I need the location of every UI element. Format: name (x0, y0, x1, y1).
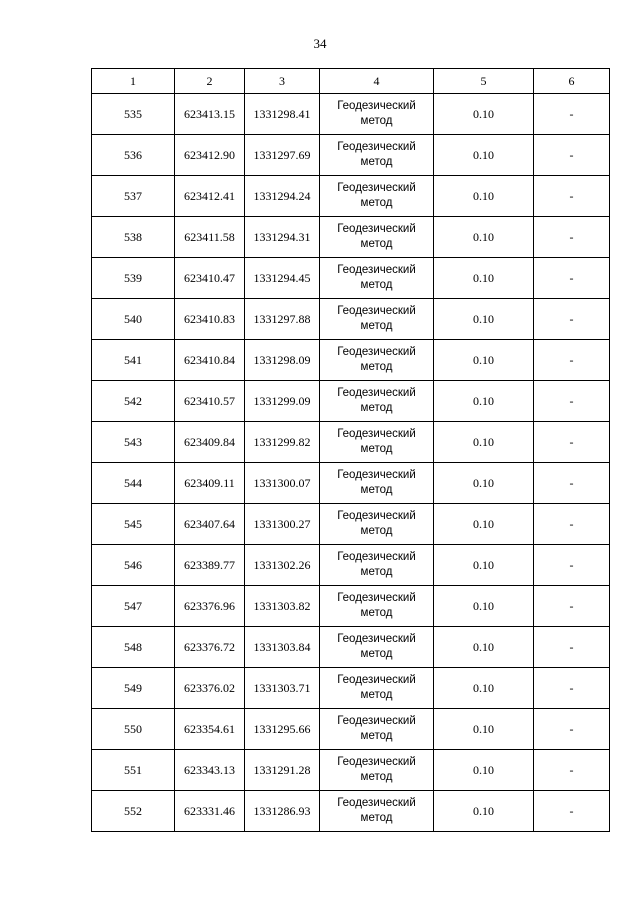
table-header (92, 69, 610, 94)
table-row (92, 299, 610, 340)
method-line-2: метод (360, 361, 393, 373)
x-coordinate-cell: 623410.84 (175, 340, 245, 381)
y-coordinate-cell: 1331298.09 (245, 340, 320, 381)
accuracy-cell: 0.10 (434, 586, 534, 627)
note-cell: - (534, 176, 610, 217)
note-cell: - (534, 586, 610, 627)
table-row (92, 217, 610, 258)
method-line-1: Геодезический (337, 756, 416, 768)
method-cell (320, 422, 434, 463)
note-cell: - (534, 135, 610, 176)
note-cell: - (534, 750, 610, 791)
point-number-cell: 543 (92, 422, 175, 463)
method-cell (320, 299, 434, 340)
x-coordinate-cell: 623354.61 (175, 709, 245, 750)
method-line-2: метод (360, 279, 393, 291)
header-cell-col-1: 1 (92, 69, 175, 94)
table-row (92, 340, 610, 381)
x-coordinate-cell: 623376.96 (175, 586, 245, 627)
note-cell: - (534, 94, 610, 135)
table-row (92, 258, 610, 299)
x-coordinate-cell: 623407.64 (175, 504, 245, 545)
x-coordinate-cell: 623343.13 (175, 750, 245, 791)
point-number-cell: 537 (92, 176, 175, 217)
note-cell: - (534, 668, 610, 709)
x-coordinate-cell: 623412.90 (175, 135, 245, 176)
x-coordinate-cell: 623412.41 (175, 176, 245, 217)
y-coordinate-cell: 1331294.31 (245, 217, 320, 258)
method-line-2: метод (360, 197, 393, 209)
header-row (92, 69, 610, 94)
note-cell: - (534, 381, 610, 422)
method-line-1: Геодезический (337, 633, 416, 645)
method-line-2: метод (360, 607, 393, 619)
method-line-2: метод (360, 730, 393, 742)
header-cell-col-6: 6 (534, 69, 610, 94)
method-cell (320, 504, 434, 545)
accuracy-cell: 0.10 (434, 463, 534, 504)
table-body (92, 94, 610, 832)
accuracy-cell: 0.10 (434, 750, 534, 791)
note-cell: - (534, 627, 610, 668)
y-coordinate-cell: 1331303.71 (245, 668, 320, 709)
x-coordinate-cell: 623413.15 (175, 94, 245, 135)
point-number-cell: 546 (92, 545, 175, 586)
accuracy-cell: 0.10 (434, 422, 534, 463)
y-coordinate-cell: 1331295.66 (245, 709, 320, 750)
y-coordinate-cell: 1331286.93 (245, 791, 320, 832)
table-row (92, 627, 610, 668)
table-row (92, 504, 610, 545)
accuracy-cell: 0.10 (434, 504, 534, 545)
accuracy-cell: 0.10 (434, 94, 534, 135)
table-row (92, 381, 610, 422)
accuracy-cell: 0.10 (434, 381, 534, 422)
x-coordinate-cell: 623410.57 (175, 381, 245, 422)
note-cell: - (534, 258, 610, 299)
header-cell-col-4: 4 (320, 69, 434, 94)
method-line-1: Геодезический (337, 100, 416, 112)
header-cell-col-2: 2 (175, 69, 245, 94)
method-line-2: метод (360, 402, 393, 414)
table-row (92, 94, 610, 135)
x-coordinate-cell: 623389.77 (175, 545, 245, 586)
method-line-2: метод (360, 238, 393, 250)
method-cell (320, 463, 434, 504)
method-line-1: Геодезический (337, 346, 416, 358)
method-line-1: Геодезический (337, 387, 416, 399)
method-cell (320, 709, 434, 750)
y-coordinate-cell: 1331294.45 (245, 258, 320, 299)
y-coordinate-cell: 1331300.27 (245, 504, 320, 545)
y-coordinate-cell: 1331297.69 (245, 135, 320, 176)
note-cell: - (534, 463, 610, 504)
note-cell: - (534, 504, 610, 545)
y-coordinate-cell: 1331303.84 (245, 627, 320, 668)
x-coordinate-cell: 623409.11 (175, 463, 245, 504)
point-number-cell: 540 (92, 299, 175, 340)
method-line-1: Геодезический (337, 264, 416, 276)
method-cell (320, 627, 434, 668)
note-cell: - (534, 709, 610, 750)
method-line-1: Геодезический (337, 797, 416, 809)
accuracy-cell: 0.10 (434, 217, 534, 258)
method-line-2: метод (360, 443, 393, 455)
note-cell: - (534, 545, 610, 586)
method-line-1: Геодезический (337, 305, 416, 317)
accuracy-cell: 0.10 (434, 668, 534, 709)
point-number-cell: 551 (92, 750, 175, 791)
x-coordinate-cell: 623376.72 (175, 627, 245, 668)
method-cell (320, 545, 434, 586)
header-cell-col-5: 5 (434, 69, 534, 94)
y-coordinate-cell: 1331291.28 (245, 750, 320, 791)
method-line-1: Геодезический (337, 428, 416, 440)
page-number: 34 (313, 36, 327, 51)
method-cell (320, 791, 434, 832)
y-coordinate-cell: 1331297.88 (245, 299, 320, 340)
method-cell (320, 217, 434, 258)
method-line-1: Геодезический (337, 223, 416, 235)
x-coordinate-cell: 623411.58 (175, 217, 245, 258)
method-line-2: метод (360, 320, 393, 332)
table-row (92, 463, 610, 504)
header-cell-col-3: 3 (245, 69, 320, 94)
point-number-cell: 550 (92, 709, 175, 750)
x-coordinate-cell: 623410.47 (175, 258, 245, 299)
method-line-2: метод (360, 484, 393, 496)
table-row (92, 586, 610, 627)
accuracy-cell: 0.10 (434, 545, 534, 586)
accuracy-cell: 0.10 (434, 135, 534, 176)
method-line-2: метод (360, 525, 393, 537)
method-cell (320, 668, 434, 709)
point-number-cell: 545 (92, 504, 175, 545)
x-coordinate-cell: 623409.84 (175, 422, 245, 463)
table-row (92, 176, 610, 217)
table-row (92, 545, 610, 586)
method-line-1: Геодезический (337, 510, 416, 522)
method-line-1: Геодезический (337, 141, 416, 153)
method-cell (320, 258, 434, 299)
point-number-cell: 552 (92, 791, 175, 832)
method-line-1: Геодезический (337, 715, 416, 727)
method-line-2: метод (360, 689, 393, 701)
method-line-1: Геодезический (337, 182, 416, 194)
point-number-cell: 538 (92, 217, 175, 258)
table-row (92, 422, 610, 463)
method-line-2: метод (360, 156, 393, 168)
note-cell: - (534, 422, 610, 463)
accuracy-cell: 0.10 (434, 627, 534, 668)
table-row (92, 791, 610, 832)
x-coordinate-cell: 623331.46 (175, 791, 245, 832)
accuracy-cell: 0.10 (434, 709, 534, 750)
y-coordinate-cell: 1331303.82 (245, 586, 320, 627)
point-number-cell: 548 (92, 627, 175, 668)
point-number-cell: 541 (92, 340, 175, 381)
point-number-cell: 547 (92, 586, 175, 627)
method-line-2: метод (360, 115, 393, 127)
x-coordinate-cell: 623410.83 (175, 299, 245, 340)
y-coordinate-cell: 1331294.24 (245, 176, 320, 217)
method-cell (320, 750, 434, 791)
x-coordinate-cell: 623376.02 (175, 668, 245, 709)
note-cell: - (534, 340, 610, 381)
point-number-cell: 544 (92, 463, 175, 504)
table-row (92, 135, 610, 176)
method-line-1: Геодезический (337, 592, 416, 604)
accuracy-cell: 0.10 (434, 791, 534, 832)
note-cell: - (534, 791, 610, 832)
y-coordinate-cell: 1331299.09 (245, 381, 320, 422)
method-cell (320, 135, 434, 176)
method-line-1: Геодезический (337, 551, 416, 563)
method-line-2: метод (360, 771, 393, 783)
method-cell (320, 586, 434, 627)
method-line-1: Геодезический (337, 674, 416, 686)
accuracy-cell: 0.10 (434, 176, 534, 217)
method-cell (320, 340, 434, 381)
point-number-cell: 549 (92, 668, 175, 709)
method-line-2: метод (360, 566, 393, 578)
table-row (92, 750, 610, 791)
y-coordinate-cell: 1331302.26 (245, 545, 320, 586)
note-cell: - (534, 217, 610, 258)
method-line-2: метод (360, 648, 393, 660)
method-cell (320, 176, 434, 217)
method-cell (320, 94, 434, 135)
point-number-cell: 542 (92, 381, 175, 422)
coordinates-table (91, 68, 610, 832)
table-row (92, 709, 610, 750)
method-line-2: метод (360, 812, 393, 824)
accuracy-cell: 0.10 (434, 258, 534, 299)
point-number-cell: 539 (92, 258, 175, 299)
accuracy-cell: 0.10 (434, 340, 534, 381)
note-cell: - (534, 299, 610, 340)
table-row (92, 668, 610, 709)
method-cell (320, 381, 434, 422)
point-number-cell: 536 (92, 135, 175, 176)
point-number-cell: 535 (92, 94, 175, 135)
accuracy-cell: 0.10 (434, 299, 534, 340)
method-line-1: Геодезический (337, 469, 416, 481)
y-coordinate-cell: 1331300.07 (245, 463, 320, 504)
y-coordinate-cell: 1331299.82 (245, 422, 320, 463)
y-coordinate-cell: 1331298.41 (245, 94, 320, 135)
